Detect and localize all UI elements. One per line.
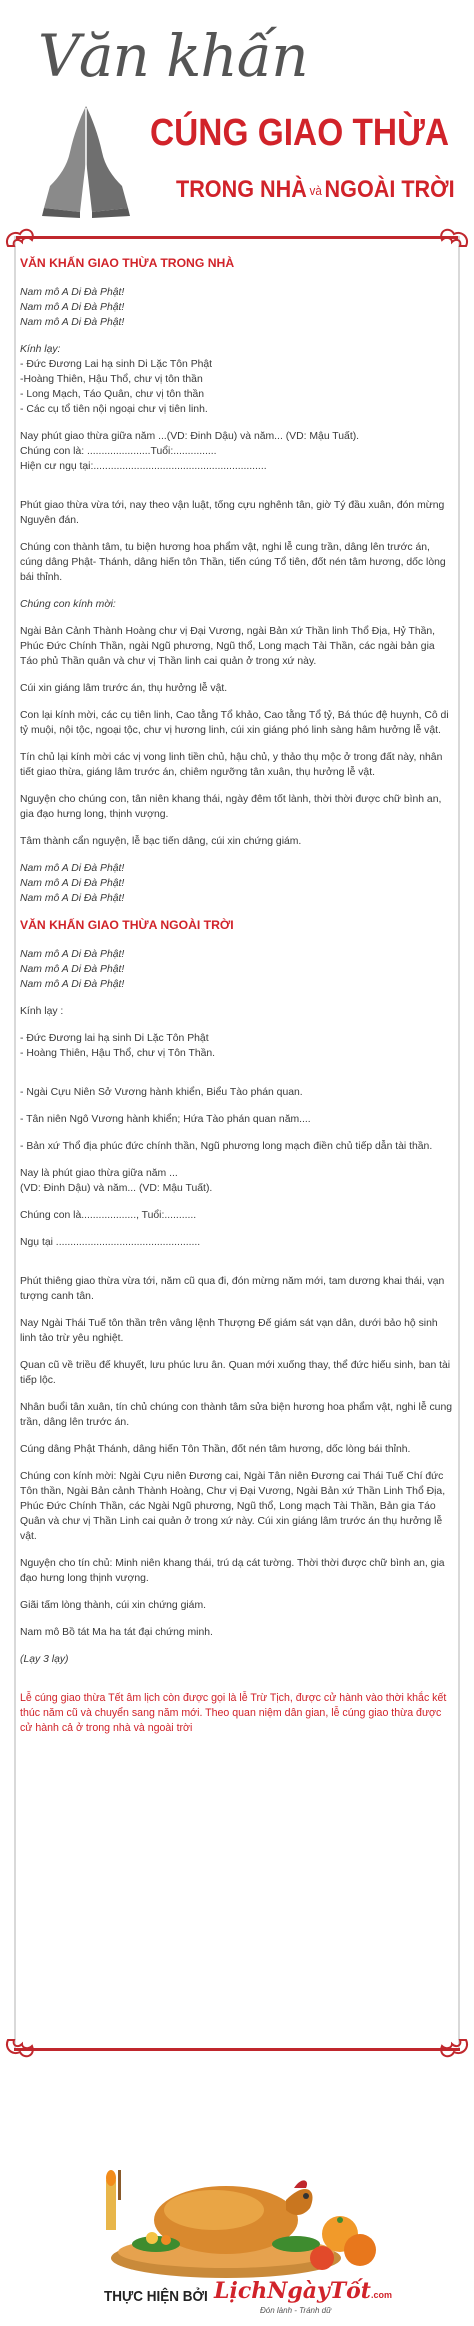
footer bbox=[0, 2140, 474, 2326]
namo-line: Nam mô A Di Đà Phật! bbox=[20, 287, 125, 298]
namo-line: Nam mô A Di Đà Phật! bbox=[20, 302, 125, 313]
kinh-lay-block bbox=[20, 1031, 454, 1061]
date-line: (VD: Đinh Dậu) và năm... (VD: Mậu Tuất). bbox=[20, 1183, 213, 1194]
paragraph: Cúng dâng Phật Thánh, dâng hiến Tôn Thần, đốt nén tâm hương, dốc lòng bái thỉnh. bbox=[20, 1444, 411, 1455]
header bbox=[0, 0, 474, 236]
kinh-lay-item: - Hoàng Thiên, Hậu Thổ, chư vị Tôn Thần. bbox=[20, 1048, 216, 1059]
namo-block bbox=[20, 861, 454, 906]
date-line: Nay là phút giao thừa giữa năm ... bbox=[20, 1168, 178, 1179]
script-title: Văn khấn bbox=[38, 22, 308, 90]
date-block bbox=[20, 1166, 454, 1196]
main-title: CÚNG GIAO THỪA bbox=[150, 112, 449, 154]
namo-block bbox=[20, 285, 454, 330]
note-paragraph: Lễ cúng giao thừa Tết âm lịch còn được gọi là lễ Trừ Tịch, được cử hành vào thời khắc kết thúc năm cũ và chuyển sang năm mới. Theo quan niệm dân gian, lễ cúng giao thừa được cử hành cả ở trong nhà và ngoài trời bbox=[20, 1692, 447, 1734]
sub-title-part1: TRONG NHÀ bbox=[176, 176, 307, 203]
kinh-lay-item: - Các cụ tổ tiên nội ngoại chư vị tiên linh. bbox=[20, 404, 208, 415]
incense-icon bbox=[106, 2180, 116, 2230]
frame-top-divider bbox=[14, 236, 460, 239]
sub-title-va: và bbox=[309, 183, 322, 198]
paragraph: Con lại kính mời, các cụ tiên linh, Cao tằng Tổ khảo, Cao tằng Tổ tỷ, Bá thúc đệ huynh, Cô di tỷ muội, nội tộc, ngoại tộc, chư vị hương linh, cúi xin giáng phó linh sàng hâm hưởng lễ vật. bbox=[20, 710, 449, 736]
kinh-lay-label: Kính lạy : bbox=[20, 1006, 64, 1017]
kinh-lay-item: - Tân niên Ngô Vương hành khiển; Hứa Tào phán quan năm.... bbox=[20, 1114, 311, 1125]
date-line: Nay phút giao thừa giữa năm ...(VD: Đinh Dậu) và năm... (VD: Mậu Tuất). bbox=[20, 431, 360, 442]
offering-tray-illustration bbox=[96, 2140, 386, 2290]
paragraph: Nay Ngài Thái Tuế tôn thần trên vâng lệnh Thượng Đế giám sát vạn dân, dưới bảo hộ sinh linh tảo trừ yêu nghiệt. bbox=[20, 1318, 438, 1344]
name-line: Chúng con là: ......................Tuổi:............... bbox=[20, 446, 217, 457]
cloud-ornament-icon bbox=[438, 2036, 470, 2060]
kinh-lay-item: - Ngài Cựu Niên Sở Vương hành khiển, Biểu Tào phán quan. bbox=[20, 1087, 303, 1098]
namo-line: Nam mô A Di Đà Phật! bbox=[20, 949, 125, 960]
logo-tagline: Đón lành - Tránh dữ bbox=[260, 2306, 332, 2315]
namo-line: Nam mô A Di Đà Phật! bbox=[20, 863, 125, 874]
namo-block bbox=[20, 947, 454, 992]
paragraph: (Lạy 3 lạy) bbox=[20, 1654, 69, 1665]
paragraph: Chúng con thành tâm, tu biện hương hoa phẩm vật, nghi lễ cung trần, dâng lên trước án, cúng dâng Phật- Thánh, dâng hiến tôn Thần, tiến cúng Tổ tiên, đốt nén tâm hương, dốc lòng bái thỉnh. bbox=[20, 542, 446, 583]
kinh-lay-item: - Đức Đương lai hạ sinh Di Lặc Tôn Phật bbox=[20, 1033, 209, 1044]
paragraph: Giãi tấm lòng thành, cúi xin chứng giám. bbox=[20, 1600, 207, 1611]
kinh-lay-item: - Bản xứ Thổ địa phúc đức chính thần, Ngũ phương long mạch điền chủ tiếp dẫn tài thần. bbox=[20, 1141, 433, 1152]
sub-title-part2: NGOÀI TRỜI bbox=[324, 176, 455, 203]
paragraph: Chúng con kính mời: Ngài Cựu niên Đương cai, Ngài Tân niên Đương cai Thái Tuế Chí đức Tôn thần, Ngài Bản cảnh Thành Hoàng, Chư vị Đại Vương, Ngài Bản xứ Thần Linh Thổ Địa, Phúc Đức Chính Thần, các Ngài Ngũ phương, Ngũ thổ, Long mạch Tài Thần, Bản gia Táo Quân và chư vị Thần Linh cai quản ở trong xứ này. Cúi xin giáng lâm trước án thụ hưởng lễ vật. bbox=[20, 1471, 446, 1542]
prayer-text bbox=[20, 256, 454, 1736]
paragraph: Cúi xin giáng lâm trước án, thụ hưởng lễ vật. bbox=[20, 683, 228, 694]
paragraph: Ngài Bản Cảnh Thành Hoàng chư vị Đại Vương, ngài Bản xứ Thần linh Thổ Địa, Hỷ Thần, Phúc Đức Chính Thần, ngài Ngũ phương, Ngũ thổ, Long mạch Tài Thần, các ngài bản gia Táo phủ Thần quân và chư vị Thần linh cai quản ở trong xứ này. bbox=[20, 626, 436, 667]
kinh-lay-item: - Đức Đương Lai hạ sinh Di Lặc Tôn Phật bbox=[20, 359, 213, 370]
paragraph: Phút giao thừa vừa tới, nay theo vận luật, tống cựu nghênh tân, giờ Tý đầu xuân, đón mừng Nguyên đán. bbox=[20, 500, 445, 526]
namo-line: Nam mô A Di Đà Phật! bbox=[20, 893, 125, 904]
praying-hands-icon bbox=[40, 100, 132, 220]
logo-domain: .com bbox=[370, 2290, 392, 2300]
credit-label: THỰC HIỆN BỞI bbox=[104, 2288, 208, 2305]
paragraph: Nam mô Bồ tát Ma ha tát đại chứng minh. bbox=[20, 1627, 213, 1638]
sub-title bbox=[176, 176, 455, 204]
address-line: Ngụ tại .................................................. bbox=[20, 1237, 201, 1248]
namo-line: Nam mô A Di Đà Phật! bbox=[20, 878, 125, 889]
namo-line: Nam mô A Di Đà Phật! bbox=[20, 979, 125, 990]
cloud-ornament-icon bbox=[4, 2036, 36, 2060]
namo-line: Nam mô A Di Đà Phật! bbox=[20, 317, 125, 328]
paragraph: Nguyện cho chúng con, tân niên khang thái, ngày đêm tốt lành, thời thời được chữ bình an, gia đạo hưng long, thịnh vượng. bbox=[20, 794, 442, 820]
frame-right-border bbox=[458, 236, 460, 2048]
paragraph: Nguyện cho tín chủ: Minh niên khang thái, trú dạ cát tường. Thời thời được chữ bình an, gia đạo hưng long thịnh vượng. bbox=[20, 1558, 445, 1584]
name-line: Chúng con là..................., Tuổi:........... bbox=[20, 1210, 197, 1221]
kinh-lay-block bbox=[20, 342, 454, 417]
kinh-lay-item: - Long Mạch, Táo Quân, chư vị tôn thần bbox=[20, 389, 205, 400]
paragraph: Tâm thành cẩn nguyện, lễ bạc tiến dâng, cúi xin chứng giám. bbox=[20, 836, 302, 847]
kinh-lay-label: Kính lạy: bbox=[20, 344, 61, 355]
date-block bbox=[20, 429, 454, 474]
paragraph: Nhân buổi tân xuân, tín chủ chúng con thành tâm sửa biện hương hoa phẩm vật, nghi lễ cung trần, dâng lên trước án. bbox=[20, 1402, 453, 1428]
cloud-ornament-icon bbox=[4, 226, 36, 250]
logo-text: LịchNgàyTốt bbox=[214, 2278, 371, 2304]
section-heading: VĂN KHẤN GIAO THỪA NGOÀI TRỜI bbox=[20, 918, 234, 932]
paragraph: Quan cũ về triều đế khuyết, lưu phúc lưu ân. Quan mới xuống thay, thể đức hiếu sinh, ban tài tiếp lộc. bbox=[20, 1360, 451, 1386]
kinh-lay-item: -Hoàng Thiên, Hậu Thổ, chư vị tôn thần bbox=[20, 374, 203, 385]
frame-bottom-divider bbox=[14, 2048, 460, 2051]
address-line: Hiện cư ngụ tại:............................................................ bbox=[20, 461, 267, 472]
namo-line: Nam mô A Di Đà Phật! bbox=[20, 964, 125, 975]
paragraph: Phút thiêng giao thừa vừa tới, năm cũ qua đi, đón mừng năm mới, tam dương khai thái, vạn tượng canh tân. bbox=[20, 1276, 445, 1302]
paragraph-label: Chúng con kính mời: bbox=[20, 599, 116, 610]
section-heading: VĂN KHẤN GIAO THỪA TRONG NHÀ bbox=[20, 256, 235, 270]
brand-logo bbox=[214, 2278, 392, 2315]
cloud-ornament-icon bbox=[438, 226, 470, 250]
frame-left-border bbox=[14, 236, 16, 2048]
paragraph: Tín chủ lại kính mời các vị vong linh tiền chủ, hậu chủ, y thảo thụ mộc ở trong đất này, nhân tiết giao thừa, giáng lâm trước án, chiêm ngưỡng tân xuân, thụ hưởng lễ vật. bbox=[20, 752, 443, 778]
